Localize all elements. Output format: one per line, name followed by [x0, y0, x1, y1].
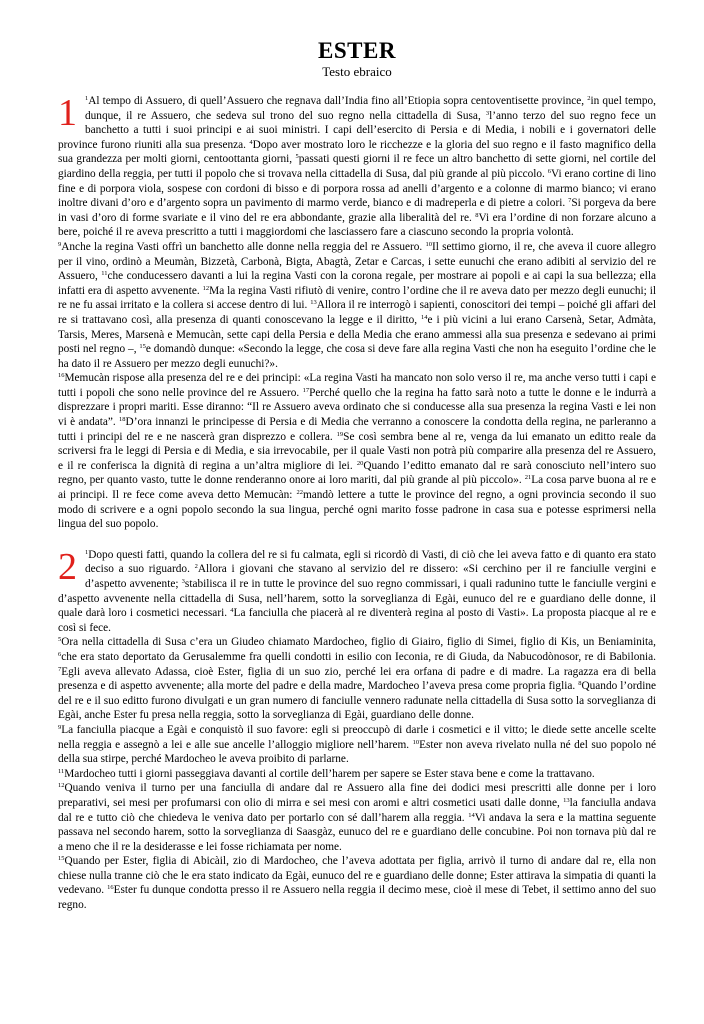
verse-number: 19	[336, 430, 344, 438]
verse-number: 22	[296, 489, 303, 497]
verse-text: Perché quello che la regina ha fatto sarà noto a tutte le donne e le indurrà a disprezzare i propri mariti. Esse diranno: “Il re Assuero aveva ordinato che si conducesse alla sua presenza la regina Vasti e lei non vi è andata”.	[58, 386, 656, 429]
verse-number: 18	[119, 416, 126, 424]
paragraph	[58, 545, 656, 636]
chapter-2	[58, 545, 656, 913]
verse-text: passati questi giorni il re fece un altro banchetto di sette giorni, nel cortile del giardino della reggia, per tutti il popolo che si trovava nella cittadella di Susa, dal più grande al più piccolo.	[58, 153, 656, 180]
verse-text: Allora il re interrogò i sapienti, conoscitori dei tempi – poiché gli affari del re si trattavano così, alla presenza di quanti conoscevano la legge e il diritto,	[58, 299, 656, 326]
paragraph	[58, 723, 656, 767]
verse-text: Il settimo giorno, il re, che aveva il cuore allegro per il vino, ordinò a Meumàn, Bizzetà, Carbonà, Bigta, Abagtà, Zetar e Carcas, i sette eunuchi che erano adibiti al servizio del re Assuero,	[58, 240, 656, 283]
verse-text: Memucàn rispose alla presenza del re e dei principi: «La regina Vasti ha mancato non solo verso il re, ma anche verso tutti i capi e tutti i popoli che sono nelle province del re Assuero.	[58, 372, 656, 399]
verse-text: mandò lettere a tutte le province del regno, a ogni provincia secondo il suo modo di scrivere e a ogni popolo secondo la sua lingua, perché ogni marito fosse padrone in casa sua e potesse esprimersi nella lingua del suo popolo.	[58, 489, 656, 531]
verse-number: 14	[468, 811, 475, 819]
verse-text: che conducessero davanti a lui la regina Vasti con la corona regale, per mostrare ai popoli e ai capi la sua bellezza; ella infatti era di aspetto avvenente.	[58, 270, 656, 297]
verse-number: 15	[58, 855, 65, 863]
verse-number: 13	[310, 299, 317, 307]
verse-text: Se così sembra bene al re, venga da lui emanato un editto reale da scriversi fra le leggi di Persia e di Media, e sia irrevocabile, per il quale Vasti non potrà più comparire alla presenza del re Assuero, e il re conferisca la dignità di regina a un’altra migliore di lei.	[58, 430, 656, 472]
verse-text: e i più vicini a lui erano Carsenà, Setar, Admàta, Tarsis, Meres, Marsenà e Memucàn, sette capi della Persia e della Media che erano ammessi alla sua presenza e sedevano ai primi posti nel regno –,	[58, 313, 656, 356]
verse-number: 4	[230, 607, 234, 615]
document-page	[58, 38, 656, 1018]
verse-number: 7	[568, 197, 572, 205]
verse-text: Ma la regina Vasti rifiutò di venire, contro l’ordine che il re aveva dato per mezzo degli eunuchi; il re ne fu assai irritato e la collera si accese dentro di lui.	[58, 284, 656, 312]
verse-number: 3	[485, 109, 490, 117]
verse-number: 3	[181, 578, 185, 585]
verse-number: 10	[425, 240, 432, 248]
chapters-container	[58, 94, 656, 913]
verse-number: 1	[85, 95, 89, 102]
verse-text: Vi erano cortine di lino fine e di porpora viola, sospese con cordoni di bisso e di porpora rossa ad anelli d’argento e a colonne di marmo bianco; vi erano inoltre divani d’oro e d’argento sopra un pavimento di marmo verde, bianco e di madreperla e di pietre a colori.	[58, 167, 656, 210]
verse-number: 2	[194, 563, 198, 571]
verse-text: Si porgeva da bere in vasi d’oro di forme svariate e il vino del re era abbondante, grazie alla liberalità del re.	[58, 197, 656, 224]
verse-number: 1	[85, 548, 89, 556]
verse-text: Ester fu dunque condotta presso il re Assuero nella reggia il decimo mese, cioè il mese di Tebet, il settimo anno del suo regno.	[58, 884, 656, 912]
verse-number: 5	[295, 153, 299, 161]
verse-number: 17	[302, 386, 310, 394]
verse-number: 5	[58, 636, 62, 644]
verse-number: 12	[202, 284, 210, 292]
verse-text: Mardocheo tutti i giorni passeggiava davanti al cortile dell’harem per sapere se Ester stava bene e come la trattavano.	[64, 767, 595, 780]
verse-number: 21	[524, 474, 532, 482]
verse-text: Dopo questi fatti, quando la collera del re si fu calmata, egli si ricordò di Vasti, di ciò che lei aveva fatto e di quanto era stato deciso a suo riguardo.	[85, 548, 656, 576]
book-subtitle: Testo ebraico	[322, 64, 392, 79]
chapter-1	[58, 94, 656, 532]
verse-number: 15	[139, 343, 146, 351]
verse-number: 16	[58, 372, 65, 380]
verse-text: Egli aveva allevato Adassa, cioè Ester, figlia di un suo zio, perché lei era orfana di padre e di madre. La ragazza era di bella presenza e di aspetto avvenente; alla morte del padre e della madre, Mardocheo l’aveva presa come propria figlia.	[58, 665, 656, 693]
verse-text: e domandò dunque: «Secondo la legge, che cosa si deve fare alla regina Vasti che non ha eseguito l’ordine che le ha dato il re Assuero per mezzo degli eunuchi?».	[58, 343, 656, 370]
verse-text: stabilisca il re in tutte le province del suo regno commissari, i quali radunino tutte le fanciulle vergini e d’aspetto avvenente nella cittadella di Susa, nell’harem, sotto la sorveglianza di Egài, eunuco del re e guardiano delle donne, il quale darà loro i cosmetici necessari.	[58, 578, 656, 620]
verse-text: Dopo aver mostrato loro le ricchezze e la gloria del suo regno e il fasto magnifico della sua grandezza per molti giorni, centoottanta giorni,	[58, 138, 656, 166]
verse-text: Quando per Ester, figlia di Abicàil, zio di Mardocheo, che l’aveva adottata per figlia, arrivò il turno di andare dal re, ella non chiese nulla tranne ciò che le era stato indicato da Egài, eunuco del re e guardiano delle donne; Ester attirava la simpatia di quanti la vedevano.	[58, 855, 656, 897]
verse-text: in quel tempo, dunque, il re Assuero, che sedeva sul trono del suo regno nella cittadella di Susa,	[85, 95, 656, 122]
verse-text: Ester non aveva rivelato nulla né del suo popolo né della sua stirpe, perché Mardocheo le aveva proibito di parlarne.	[58, 738, 656, 766]
chapter-number: 1	[58, 92, 77, 134]
verse-text: D’ora innanzi le principesse di Persia e di Media che verranno a conoscere la condotta della regina, ne parleranno a tutti i principi del re e ne nascerà gran disprezzo e collera.	[58, 416, 656, 443]
verse-text: La cosa parve buona al re e ai principi. Il re fece come aveva detto Memucàn:	[58, 474, 656, 502]
paragraph	[58, 371, 656, 532]
verse-number: 20	[356, 459, 364, 467]
paragraph	[58, 94, 656, 240]
verse-number: 12	[58, 782, 65, 790]
verse-number: 4	[249, 138, 253, 146]
book-title: ESTER	[318, 38, 396, 63]
paragraph	[58, 854, 656, 912]
verse-number: 10	[412, 738, 420, 746]
verse-text: Anche la regina Vasti offrì un banchetto alle donne nella reggia del re Assuero.	[61, 240, 426, 253]
paragraph	[58, 781, 656, 854]
verse-number: 8	[475, 211, 479, 219]
verse-number: 6	[58, 650, 62, 658]
verse-number: 16	[107, 884, 114, 892]
paragraph	[58, 240, 656, 371]
verse-text: Quando l’editto emanato dal re sarà conosciuto nell’intero suo regno, per quanto vasto, tutte le donne renderanno onore ai loro mariti, dal più grande al più piccolo».	[58, 459, 656, 487]
verse-text: l’anno terzo del suo regno fece un banchetto a tutti i suoi principi e ai suoi ministri. I capi dell’esercito di Persia e di Media, i nobili e i governatori delle province furono riuniti alla sua presenza.	[58, 109, 656, 151]
verse-number: 6	[547, 167, 551, 175]
verse-number: 13	[563, 796, 570, 804]
paragraph	[58, 635, 656, 723]
verse-number: 7	[58, 665, 62, 673]
verse-text: Vi era l’ordine di non forzare alcuno a bere, poiché il re aveva prescritto a tutti i maggiordomi che lasciassero fare a ciascuno secondo la propria volontà.	[58, 211, 656, 239]
verse-text: La fanciulla piacque a Egài e conquistò il suo favore: egli si preoccupò di darle i cosmetici e il vitto; le diede sette ancelle scelte nella reggia e assegnò a lei e alle sue ancelle l’alloggio migliore nell’harem.	[58, 723, 656, 751]
verse-text: la fanciulla andava dal re e tutto ciò che chiedeva le veniva dato per portarlo con sé dall’harem alla reggia.	[58, 796, 656, 824]
verse-text: La fanciulla che piacerà al re diventerà regina al posto di Vasti». La proposta piacque al re e così si fece.	[58, 607, 656, 634]
verse-number: 8	[578, 680, 582, 688]
verse-number: 9	[58, 723, 62, 731]
verse-text: Vi andava la sera e la mattina seguente passava nel secondo harem, sotto la sorveglianza di Saasgàz, eunuco del re e guardiano delle concubine. Poi non tornava più dal re a meno che il re la desiderasse e lei fosse richiamata per nome.	[58, 811, 656, 853]
verse-text: Allora i giovani che stavano al servizio del re dissero: «Si cerchino per il re fanciulle vergini e d’aspetto avvenente;	[85, 563, 656, 590]
verse-text: Ora nella cittadella di Susa c’era un Giudeo chiamato Mardocheo, figlio di Giairo, figlio di Simei, figlio di Kis, un Beniaminita,	[61, 636, 656, 649]
verse-text: Quando veniva il turno per una fanciulla di andare dal re Assuero alla fine dei dodici mesi prescritti alle donne per i loro preparativi, sei mesi per profumarsi con olio di mirra e sei mesi con aromi e altri cosmetici usati dalle donne,	[58, 782, 656, 809]
paragraph	[58, 767, 656, 782]
verse-text: Al tempo di Assuero, di quell’Assuero che regnava dall’India fino all’Etiopia sopra centoventisette province,	[88, 95, 588, 107]
verse-number: 11	[101, 270, 108, 278]
verse-number: 14	[421, 313, 428, 321]
verse-number: 2	[587, 95, 591, 102]
verse-number: 9	[58, 240, 62, 248]
verse-number: 11	[58, 767, 65, 775]
verse-text: che era stato deportato da Gerusalemme fra quelli condotti in esilio con Ieconia, re di Giuda, da Nabucodònosor, re di Babilonia.	[61, 650, 656, 663]
verse-text: Quando l’ordine del re e il suo editto furono divulgati e un gran numero di fanciulle vennero radunate nella cittadella di Susa sotto la sorveglianza di Egài, anche Ester fu presa nella reggia, sotto la sorveglianza di Egài, guardiano delle donne.	[58, 680, 656, 722]
chapter-number: 2	[58, 545, 77, 588]
